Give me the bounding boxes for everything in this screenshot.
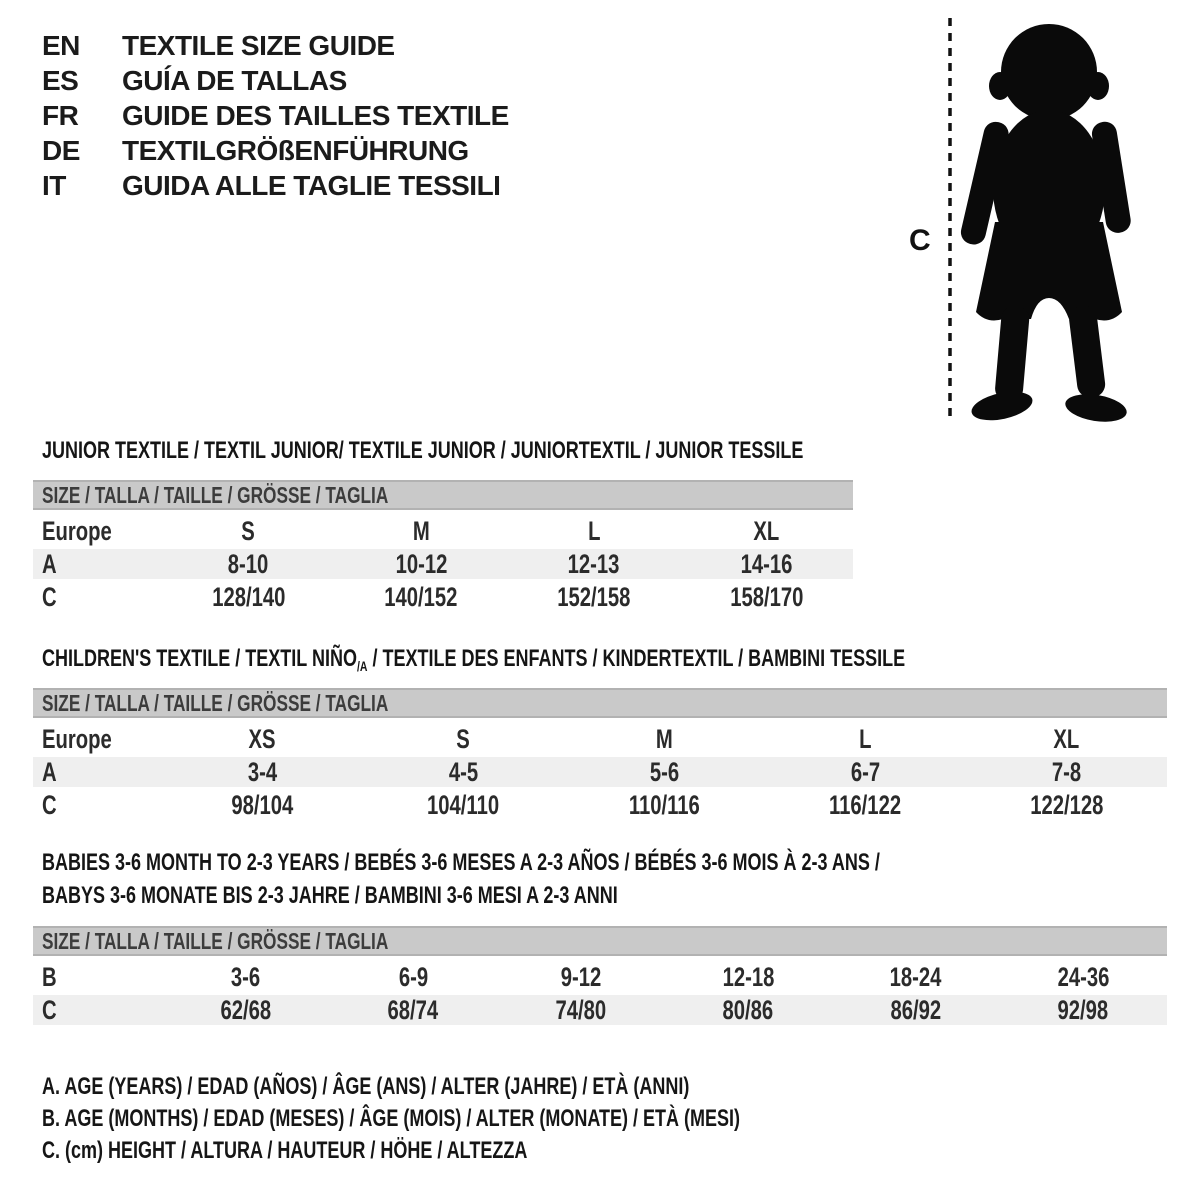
row-label-cell: B (42, 961, 57, 992)
babies-section-title (42, 848, 1159, 914)
babies-size-table (33, 926, 1167, 1025)
language-row-en (42, 28, 509, 63)
row-label-cell: A (42, 756, 57, 787)
size-value-cell: 158/170 (730, 581, 804, 612)
region-header-cell: Europe (42, 515, 112, 546)
height-measure-label: C (909, 224, 931, 257)
language-code: ES (42, 65, 79, 96)
size-value-cell: 104/110 (427, 789, 500, 820)
size-value-cell: 140/152 (384, 581, 458, 612)
language-code: IT (42, 170, 66, 201)
baby-height-figure (903, 10, 1148, 424)
guide-title: GUIDE DES TAILLES TEXTILE (122, 100, 509, 131)
size-header-band (33, 480, 853, 510)
language-row-es (42, 63, 509, 98)
size-value-cell: 128/140 (211, 581, 285, 612)
children-height-row (33, 790, 1167, 820)
children-size-table (33, 688, 1167, 820)
size-value-cell: 6-7 (850, 756, 881, 787)
junior-section-title-text: JUNIOR TEXTILE / TEXTIL JUNIOR/ TEXTILE JUNIOR / JUNIORTEXTIL / JUNIOR TESSILE (42, 437, 804, 464)
size-column-header: S (241, 515, 256, 546)
legend-line-c: C. (cm) HEIGHT / ALTURA / HAUTEUR / HÖHE / ALTEZZA (42, 1137, 528, 1164)
size-value-cell: 24-36 (1057, 961, 1110, 992)
children-header-row (33, 724, 1167, 754)
size-column-header: L (587, 515, 601, 546)
babies-title-line2: BABYS 3-6 MONATE BIS 2-3 JAHRE / BAMBINI 3-6 MESI A 2-3 ANNI (42, 882, 618, 909)
babies-title-line1: BABIES 3-6 MONTH TO 2-3 YEARS / BEBÉS 3-6 MESES A 2-3 AÑOS / BÉBÉS 3-6 MOIS À 2-3 ANS / (42, 849, 880, 876)
junior-header-row (33, 516, 853, 546)
size-value-cell: 7-8 (1051, 756, 1082, 787)
children-section-title (42, 644, 1193, 676)
size-value-cell: 12-18 (722, 961, 775, 992)
legend-line-b: B. AGE (MONTHS) / EDAD (MESES) / ÂGE (MOIS) / ALTER (MONATE) / ETÀ (MESI) (42, 1105, 740, 1132)
size-value-cell: 110/116 (629, 789, 700, 820)
row-label-cell: C (42, 789, 57, 820)
size-column-header: L (859, 723, 872, 754)
size-value-cell: 122/128 (1029, 789, 1104, 820)
language-code: EN (42, 30, 80, 61)
children-age-row (33, 757, 1167, 787)
size-value-cell: 116/122 (829, 789, 902, 820)
row-label-cell: C (42, 581, 57, 612)
size-column-header: XL (1053, 723, 1080, 754)
language-row-de (42, 133, 509, 168)
size-value-cell: 74/80 (555, 994, 607, 1025)
junior-size-table (33, 480, 853, 612)
size-header-band (33, 688, 1167, 718)
size-header-text: SIZE / TALLA / TAILLE / GRÖSSE / TAGLIA (42, 481, 389, 508)
legend-line-a: A. AGE (YEARS) / EDAD (AÑOS) / ÂGE (ANS) / ALTER (JAHRE) / ETÀ (ANNI) (42, 1073, 690, 1100)
size-value-cell: 18-24 (889, 961, 942, 992)
size-header-text: SIZE / TALLA / TAILLE / GRÖSSE / TAGLIA (42, 927, 389, 954)
size-column-header: S (456, 723, 471, 754)
size-column-header: M (656, 723, 673, 754)
language-code: FR (42, 100, 79, 131)
size-value-cell: 12-13 (567, 548, 620, 579)
language-code: DE (42, 135, 80, 166)
nino-a-subscript: /A (356, 658, 368, 674)
size-column-header: XL (753, 515, 780, 546)
language-row-it (42, 168, 509, 203)
language-row-fr (42, 98, 509, 133)
size-column-header: M (412, 515, 430, 546)
language-title-list (42, 28, 509, 203)
babies-age-row (33, 962, 1167, 992)
size-column-header: XS (248, 723, 277, 754)
size-value-cell: 80/86 (722, 994, 774, 1025)
region-header-cell: Europe (42, 723, 112, 754)
size-header-band (33, 926, 1167, 956)
baby-silhouette-icon (959, 24, 1133, 424)
guide-title: GUIDA ALLE TAGLIE TESSILI (122, 170, 501, 201)
size-value-cell: 8-10 (228, 548, 269, 579)
size-value-cell: 68/74 (387, 994, 439, 1025)
guide-title: TEXTILE SIZE GUIDE (122, 30, 395, 61)
row-label-cell: A (42, 548, 57, 579)
guide-title: GUÍA DE TALLAS (122, 65, 347, 96)
size-value-cell: 98/104 (231, 789, 294, 820)
size-value-cell: 4-5 (448, 756, 479, 787)
size-value-cell: 62/68 (220, 994, 272, 1025)
size-header-text: SIZE / TALLA / TAILLE / GRÖSSE / TAGLIA (42, 689, 389, 716)
size-value-cell: 92/98 (1057, 994, 1109, 1025)
size-value-cell: 3-6 (231, 961, 261, 992)
measurement-legend (42, 1071, 973, 1167)
row-label-cell: C (42, 994, 57, 1025)
junior-age-row (33, 549, 853, 579)
babies-height-row (33, 995, 1167, 1025)
size-value-cell: 5-6 (649, 756, 680, 787)
guide-title: TEXTILGRÖßENFÜHRUNG (122, 135, 469, 166)
junior-section-title (42, 436, 1057, 466)
size-value-cell: 86/92 (890, 994, 942, 1025)
size-value-cell: 3-4 (247, 756, 278, 787)
size-value-cell: 6-9 (398, 961, 428, 992)
children-section-title-text: CHILDREN'S TEXTILE / TEXTIL $NIÑO_{/A}$ / TEXTILE DES ENFANTS / KINDERTEXTIL / BAMBINI TESSILE (42, 645, 906, 674)
junior-height-row (33, 582, 853, 612)
size-value-cell: 10-12 (395, 548, 448, 579)
size-value-cell: 14-16 (740, 548, 793, 579)
size-value-cell: 9-12 (560, 961, 602, 992)
size-value-cell: 152/158 (557, 581, 631, 612)
